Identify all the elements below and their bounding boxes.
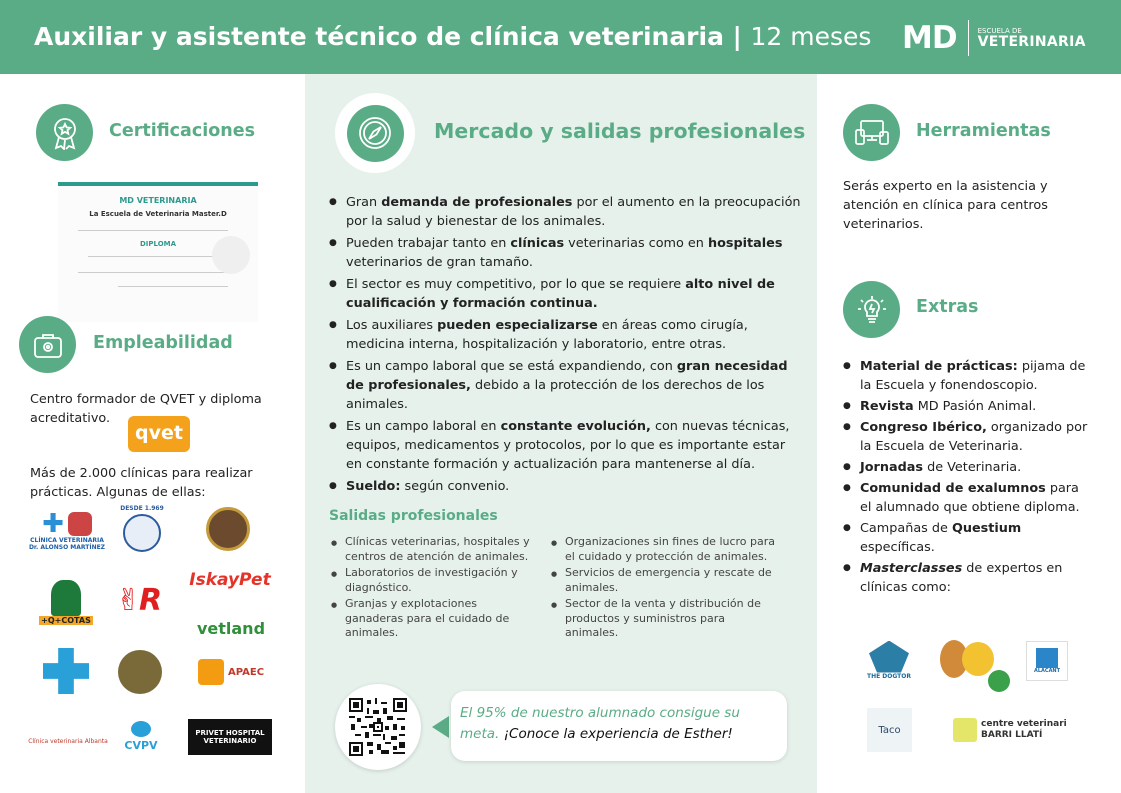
salida-item: ● Organizaciones sin fines de lucro para el cuidado y protección de animales.	[551, 535, 781, 564]
extras-title: Extras	[916, 297, 979, 317]
clinic-logo-cartoon-animals	[938, 626, 1012, 692]
speech-bubble-arrow	[432, 716, 449, 738]
clinic-logo-apaec-text: APAEC	[227, 666, 265, 678]
qr-code-icon	[349, 698, 407, 756]
compass-icon	[347, 105, 404, 162]
course-name: Auxiliar y asistente técnico de clínica veterinaria	[34, 22, 724, 51]
salida-item: ● Granjas y explotaciones ganaderas para el cuidado de animales.	[331, 597, 531, 641]
clinic-logo-qcotas-text: +Q+COTAS	[41, 615, 91, 625]
clinic-logo-vr: ✌R	[115, 582, 161, 618]
title-separator: |	[723, 22, 751, 51]
certificaciones-title: Certificaciones	[109, 121, 255, 141]
clinic-logo-protectora	[112, 644, 168, 700]
course-duration: 12 meses	[750, 22, 872, 51]
testimonial-cta[interactable]: ¡Conoce la experiencia de Esther!	[503, 726, 733, 742]
salida-item: ● Laboratorios de investigación y diagnóstico.	[331, 566, 531, 595]
mercado-item: ● Sueldo: según convenio.	[329, 477, 805, 496]
herramientas-text: Serás experto en la asistencia y atención en clínica para centros veterinarios.	[843, 179, 1048, 232]
page-title	[34, 22, 871, 51]
salidas-title: Salidas profesionales	[329, 508, 498, 524]
clinic-logo-the-dogtor	[864, 634, 914, 686]
logo-divider	[968, 20, 969, 56]
award-icon	[36, 104, 93, 161]
mercado-item: ● Es un campo laboral en constante evolución, con nuevas técnicas, equipos, medicamentos y protocolos, por lo que es importante estar en constante formación y actualización para mantenerse al día.	[329, 417, 805, 474]
diploma-line	[118, 286, 228, 287]
extras-item: ● Comunidad de exalumnos para el alumnado que obtiene diploma.	[843, 479, 1093, 517]
clinic-logo-vetland: vetland	[196, 618, 266, 638]
clinic-logo-alacant	[1026, 641, 1068, 681]
mercado-item: ● Es un campo laboral que se está expandiendo, con gran necesidad de profesionales, debido a la protección de los derechos de los animales.	[329, 357, 805, 414]
clinic-logo-iskaypet: IskayPet	[189, 570, 271, 590]
extras-list	[843, 357, 1093, 599]
clinic-logo-alonso-text: CLÍNICA VETERINARIA Dr. ALONSO MARTÍNEZ	[28, 537, 106, 551]
diploma-line	[88, 256, 218, 257]
diploma-line	[78, 230, 228, 231]
salida-item: ● Servicios de emergencia y rescate de animales.	[551, 566, 781, 595]
clinic-logo-alacant-text: ALACANT	[1033, 668, 1061, 674]
mercado-item: ● El sector es muy competitivo, por lo que se requiere alto nivel de cualificación y formación continua.	[329, 275, 805, 313]
testimonial-stat: El 95% de nuestro alumnado consigue su meta.	[460, 705, 740, 742]
clinic-logo-1969-text: DESDE 1.969	[120, 504, 164, 512]
salidas-list-right	[551, 535, 781, 643]
mercado-item: ● Los auxiliares pueden especializarse en áreas como cirugía, medicina interna, hospitalización y laboratorio, entre otras.	[329, 316, 805, 354]
md-veterinaria-logo	[902, 18, 1086, 58]
clinic-logo-privet: PRIVET HOSPITAL VETERINARIO	[188, 719, 272, 755]
diploma-school: La Escuela de Veterinaria Master.D	[89, 210, 227, 218]
clinic-logo-cvpv-text: CVPV	[124, 738, 158, 752]
compass-icon-badge	[335, 93, 415, 173]
qvet-logo: qvet	[128, 416, 190, 452]
extras-item: ● Masterclasses de expertos en clínicas como:	[843, 559, 1093, 597]
qr-code-link[interactable]	[335, 684, 421, 770]
lightbulb-icon	[843, 281, 900, 338]
qvet-text: Centro formador de QVET y diploma acreditativo.	[30, 392, 262, 426]
diploma-image	[58, 182, 258, 322]
clinic-logo-paw	[204, 503, 252, 555]
header-bar	[0, 0, 1121, 74]
paw-watermark-icon	[212, 236, 250, 274]
clinic-logo-1969	[118, 500, 166, 556]
briefcase-icon	[19, 316, 76, 373]
mercado-item: ● Pueden trabajar tanto en clínicas veterinarias como en hospitales veterinarios de gran tamaño.	[329, 234, 805, 272]
salida-item: ● Clínicas veterinarias, hospitales y centros de atención de animales.	[331, 535, 531, 564]
clinic-logo-barri-llati	[950, 714, 1070, 746]
clinic-logo-apaec	[191, 656, 271, 688]
salida-item: ● Sector de la venta y distribución de productos y suministros para animales.	[551, 597, 781, 641]
clinic-logo-cross-dog	[40, 644, 92, 698]
extras-item: ● Revista MD Pasión Animal.	[843, 397, 1093, 416]
mercado-list	[329, 193, 805, 499]
diploma-line	[78, 272, 228, 273]
clinic-logo-the-dogtor-text: THE DOGTOR	[866, 672, 911, 680]
extras-item: ● Congreso Ibérico, organizado por la Escuela de Veterinaria.	[843, 418, 1093, 456]
clinic-logo-barri-llati-text: centre veterinari BARRI LLATÍ	[981, 719, 1067, 740]
logo-big-text: VETERINARIA	[977, 33, 1086, 50]
clinic-logo-alonso: ✚ CLÍNICA VETERINARIA Dr. ALONSO MARTÍNEZ	[28, 509, 106, 551]
mercado-item: ● Gran demanda de profesionales por el aumento en la preocupación por la salud y bienestar de los animales.	[329, 193, 805, 231]
extras-item: ● Jornadas de Veterinaria.	[843, 458, 1093, 477]
clinicas-text: Más de 2.000 clínicas para realizar prácticas. Algunas de ellas:	[30, 466, 253, 500]
logo-md: MD	[902, 20, 957, 56]
extras-item: ● Campañas de Questium específicas.	[843, 519, 1093, 557]
clinic-logo-taco: Taco	[867, 708, 912, 752]
logo-small-text: ESCUELA DE	[977, 26, 1022, 35]
empleabilidad-title: Empleabilidad	[93, 333, 233, 353]
salidas-list-left	[331, 535, 531, 643]
diploma-heading: DIPLOMA	[139, 240, 177, 248]
herramientas-title: Herramientas	[916, 121, 1051, 141]
clinic-logo-qcotas	[40, 574, 92, 630]
clinic-logo-cvpv	[118, 712, 164, 760]
devices-icon	[843, 104, 900, 161]
diploma-logo: MD VETERINARIA	[119, 196, 197, 205]
mercado-title: Mercado y salidas profesionales	[434, 119, 806, 143]
testimonial-bubble[interactable]	[451, 691, 787, 761]
clinic-logo-albanta: Clínica veterinaria Albanta	[28, 737, 108, 745]
extras-item: ● Material de prácticas: pijama de la Escuela y fonendoscopio.	[843, 357, 1093, 395]
